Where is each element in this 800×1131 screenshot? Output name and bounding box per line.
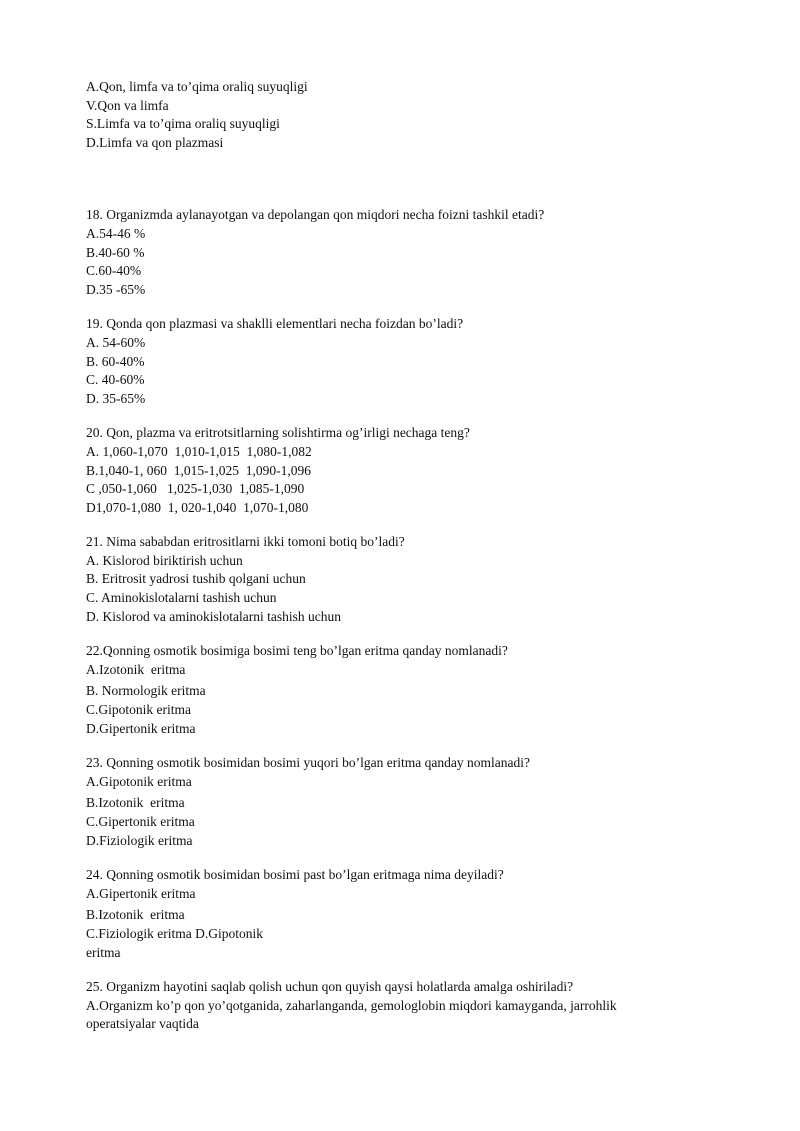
question-25 bbox=[86, 978, 726, 1034]
option-line: D1,070-1,080 1, 020-1,040 1,070-1,080 bbox=[86, 499, 309, 515]
option-line: A. 1,060-1,070 1,010-1,015 1,080-1,082 bbox=[86, 443, 312, 459]
option-line: C.Gipertonik eritma bbox=[86, 814, 195, 829]
question-text: 23. Qonning osmotik bosimidan bosimi yuqori bo’lgan eritma qanday nomlanadi? bbox=[86, 755, 530, 771]
option-line: D.Fiziologik eritma bbox=[86, 832, 193, 848]
option-line: C. 40-60% bbox=[86, 372, 145, 388]
option-line: A. 54-60% bbox=[86, 334, 146, 350]
option-line: V.Qon va limfa bbox=[86, 97, 169, 113]
option-line: C.Gipotonik eritma bbox=[86, 702, 191, 718]
intro-options bbox=[86, 78, 726, 152]
option-line: B.Izotonik eritma bbox=[86, 907, 185, 923]
option-line: A.Gipertonik eritma bbox=[86, 885, 196, 901]
question-text: 20. Qon, plazma va eritrotsitlarning solishtirma og’irligi nechaga teng? bbox=[86, 425, 470, 441]
option-line: B. Eritrosit yadrosi tushib qolgani uchun bbox=[86, 571, 306, 587]
option-line: C.60-40% bbox=[86, 263, 142, 279]
question-text: 19. Qonda qon plazmasi va shaklli elementlari necha foizdan bo’ladi? bbox=[86, 316, 464, 332]
option-line: D.Gipertonik eritma bbox=[86, 720, 196, 736]
question-text: 24. Qonning osmotik bosimidan bosimi past bo’lgan eritmaga nima deyiladi? bbox=[86, 867, 504, 883]
question-20 bbox=[86, 424, 726, 517]
option-line: A. Kislorod biriktirish uchun bbox=[86, 552, 243, 568]
option-line: B. Normologik eritma bbox=[86, 683, 206, 699]
option-line: A.Organizm ko’p qon yo’qotganida, zaharlanganda, gemologlobin miqdori kamayganda, jarrohlik bbox=[86, 997, 617, 1013]
question-19 bbox=[86, 315, 726, 408]
option-line: D.35 -65% bbox=[86, 281, 146, 297]
option-line: D. 35-65% bbox=[86, 390, 146, 406]
question-23 bbox=[86, 754, 726, 850]
option-line: S.Limfa va to’qima oraliq suyuqligi bbox=[86, 116, 280, 132]
option-line: A.Qon, limfa va to’qima oraliq suyuqligi bbox=[86, 79, 308, 94]
option-line: A.Izotonik eritma bbox=[86, 661, 186, 677]
question-text: 21. Nima sababdan eritrositlarni ikki tomoni botiq bo’ladi? bbox=[86, 534, 405, 550]
option-line: C ,050-1,060 1,025-1,030 1,085-1,090 bbox=[86, 481, 305, 497]
option-line: B.1,040-1, 060 1,015-1,025 1,090-1,096 bbox=[86, 462, 311, 478]
option-line: B.Izotonik eritma bbox=[86, 795, 185, 811]
option-line: operatsiyalar vaqtida bbox=[86, 1016, 199, 1032]
question-22 bbox=[86, 642, 726, 738]
question-24 bbox=[86, 866, 726, 962]
option-line: A.Gipotonik eritma bbox=[86, 773, 192, 789]
document-page bbox=[86, 78, 726, 1034]
option-line: D.Limfa va qon plazmasi bbox=[86, 134, 224, 150]
option-line: A.54-46 % bbox=[86, 225, 146, 241]
option-line: B. 60-40% bbox=[86, 353, 145, 369]
option-line: eritma bbox=[86, 944, 121, 960]
option-line: C. Aminokislotalarni tashish uchun bbox=[86, 590, 277, 606]
option-line: C.Fiziologik eritma D.Gipotonik bbox=[86, 925, 263, 941]
option-line: B.40-60 % bbox=[86, 244, 145, 260]
question-text: 22.Qonning osmotik bosimiga bosimi teng bo’lgan eritma qanday nomlanadi? bbox=[86, 643, 508, 659]
question-21 bbox=[86, 533, 726, 626]
question-18 bbox=[86, 206, 726, 299]
question-text: 18. Organizmda aylanayotgan va depolangan qon miqdori necha foizni tashkil etadi? bbox=[86, 207, 545, 223]
question-text: 25. Organizm hayotini saqlab qolish uchun qon quyish qaysi holatlarda amalga oshiriladi? bbox=[86, 979, 574, 995]
option-line: D. Kislorod va aminokislotalarni tashish uchun bbox=[86, 608, 341, 624]
